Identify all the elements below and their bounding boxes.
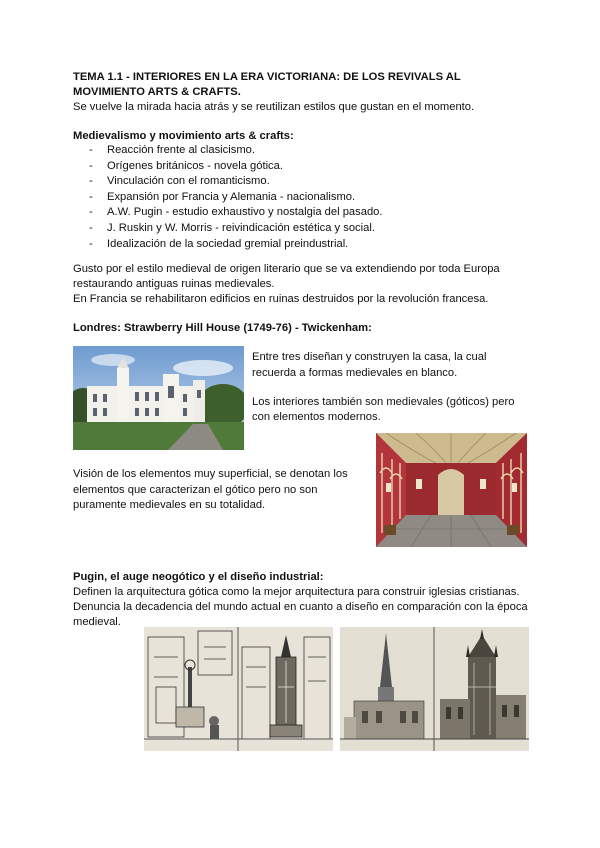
bullet-dash: - xyxy=(89,159,93,172)
bullet-dash: - xyxy=(89,237,93,250)
strawberry-text3-line3: puramente medievales en su totalidad. xyxy=(73,499,266,511)
bullet-dash: - xyxy=(89,144,93,156)
strawberry-hill-interior-image xyxy=(376,433,527,547)
strawberry-text3-line1: Visión de los elementos muy superficial, se denotan los xyxy=(73,468,348,480)
strawberry-text2-line2: con elementos modernos. xyxy=(252,411,381,423)
pugin-line3: medieval. xyxy=(73,616,121,628)
medievalismo-list xyxy=(89,143,383,252)
pugin-contrasts-engraving-1 xyxy=(144,627,333,751)
bullet-dash: - xyxy=(89,190,93,203)
pugin-line1: Definen la arquitectura gótica como la mejor arquitectura para construir iglesias cristianas. xyxy=(73,586,520,598)
medievalismo-para1-line2: restaurando antiguas ruinas medievales. xyxy=(73,278,275,290)
list-item-text: A.W. Pugin - estudio exhaustivo y nostalgia del pasado. xyxy=(107,206,383,219)
strawberry-text1-line1: Entre tres diseñan y construyen la casa, la cual xyxy=(252,351,487,363)
strawberry-text1-line2: recuerda a formas medievales en blanco. xyxy=(252,367,458,379)
tema-title-line2: MOVIMIENTO ARTS & CRAFTS. xyxy=(73,86,241,98)
list-item xyxy=(89,159,383,175)
pugin-heading: Pugin, el auge neogótico y el diseño industrial: xyxy=(73,571,324,583)
medievalismo-para2: En Francia se rehabilitaron edificios en ruinas destruidos por la revolución francesa. xyxy=(73,293,489,305)
bullet-dash: - xyxy=(89,206,93,219)
list-item-text: Vinculación con el romanticismo. xyxy=(107,175,270,188)
list-item-text: Orígenes británicos - novela gótica. xyxy=(107,159,283,172)
list-item xyxy=(89,205,383,221)
pugin-contrasts-engraving-2 xyxy=(340,627,529,751)
strawberry-hill-exterior-image xyxy=(73,346,244,450)
list-item xyxy=(89,221,383,237)
strawberry-text2-line1: Los interiores también son medievales (góticos) pero xyxy=(252,396,515,408)
tema-intro: Se vuelve la mirada hacia atrás y se reutilizan estilos que gustan en el momento. xyxy=(73,101,475,113)
medievalismo-heading: Medievalismo y movimiento arts & crafts: xyxy=(73,130,294,142)
tema-title-line1: TEMA 1.1 - INTERIORES EN LA ERA VICTORIANA: DE LOS REVIVALS AL xyxy=(73,71,461,83)
list-item xyxy=(89,190,383,206)
list-item-text: Expansión por Francia y Alemania - nacionalismo. xyxy=(107,190,356,203)
medievalismo-para1-line1: Gusto por el estilo medieval de origen literario que se va extendiendo por toda Europa xyxy=(73,263,500,275)
list-item-text: Reacción frente al clasicismo. xyxy=(107,144,255,156)
bullet-dash: - xyxy=(89,221,93,234)
list-item xyxy=(89,143,383,159)
list-item-text: Idealización de la sociedad gremial preindustrial. xyxy=(107,237,349,250)
bullet-dash: - xyxy=(89,175,93,188)
list-item xyxy=(89,174,383,190)
strawberry-text3-line2: elementos que caracterizan el gótico pero no son xyxy=(73,484,318,496)
pugin-line2: Denuncia la decadencia del mundo actual en cuanto a diseño en comparación con la época xyxy=(73,601,528,613)
list-item-text: J. Ruskin y W. Morris - reivindicación estética y social. xyxy=(107,221,375,234)
list-item xyxy=(89,237,383,253)
strawberry-heading: Londres: Strawberry Hill House (1749-76) - Twickenham: xyxy=(73,322,372,334)
